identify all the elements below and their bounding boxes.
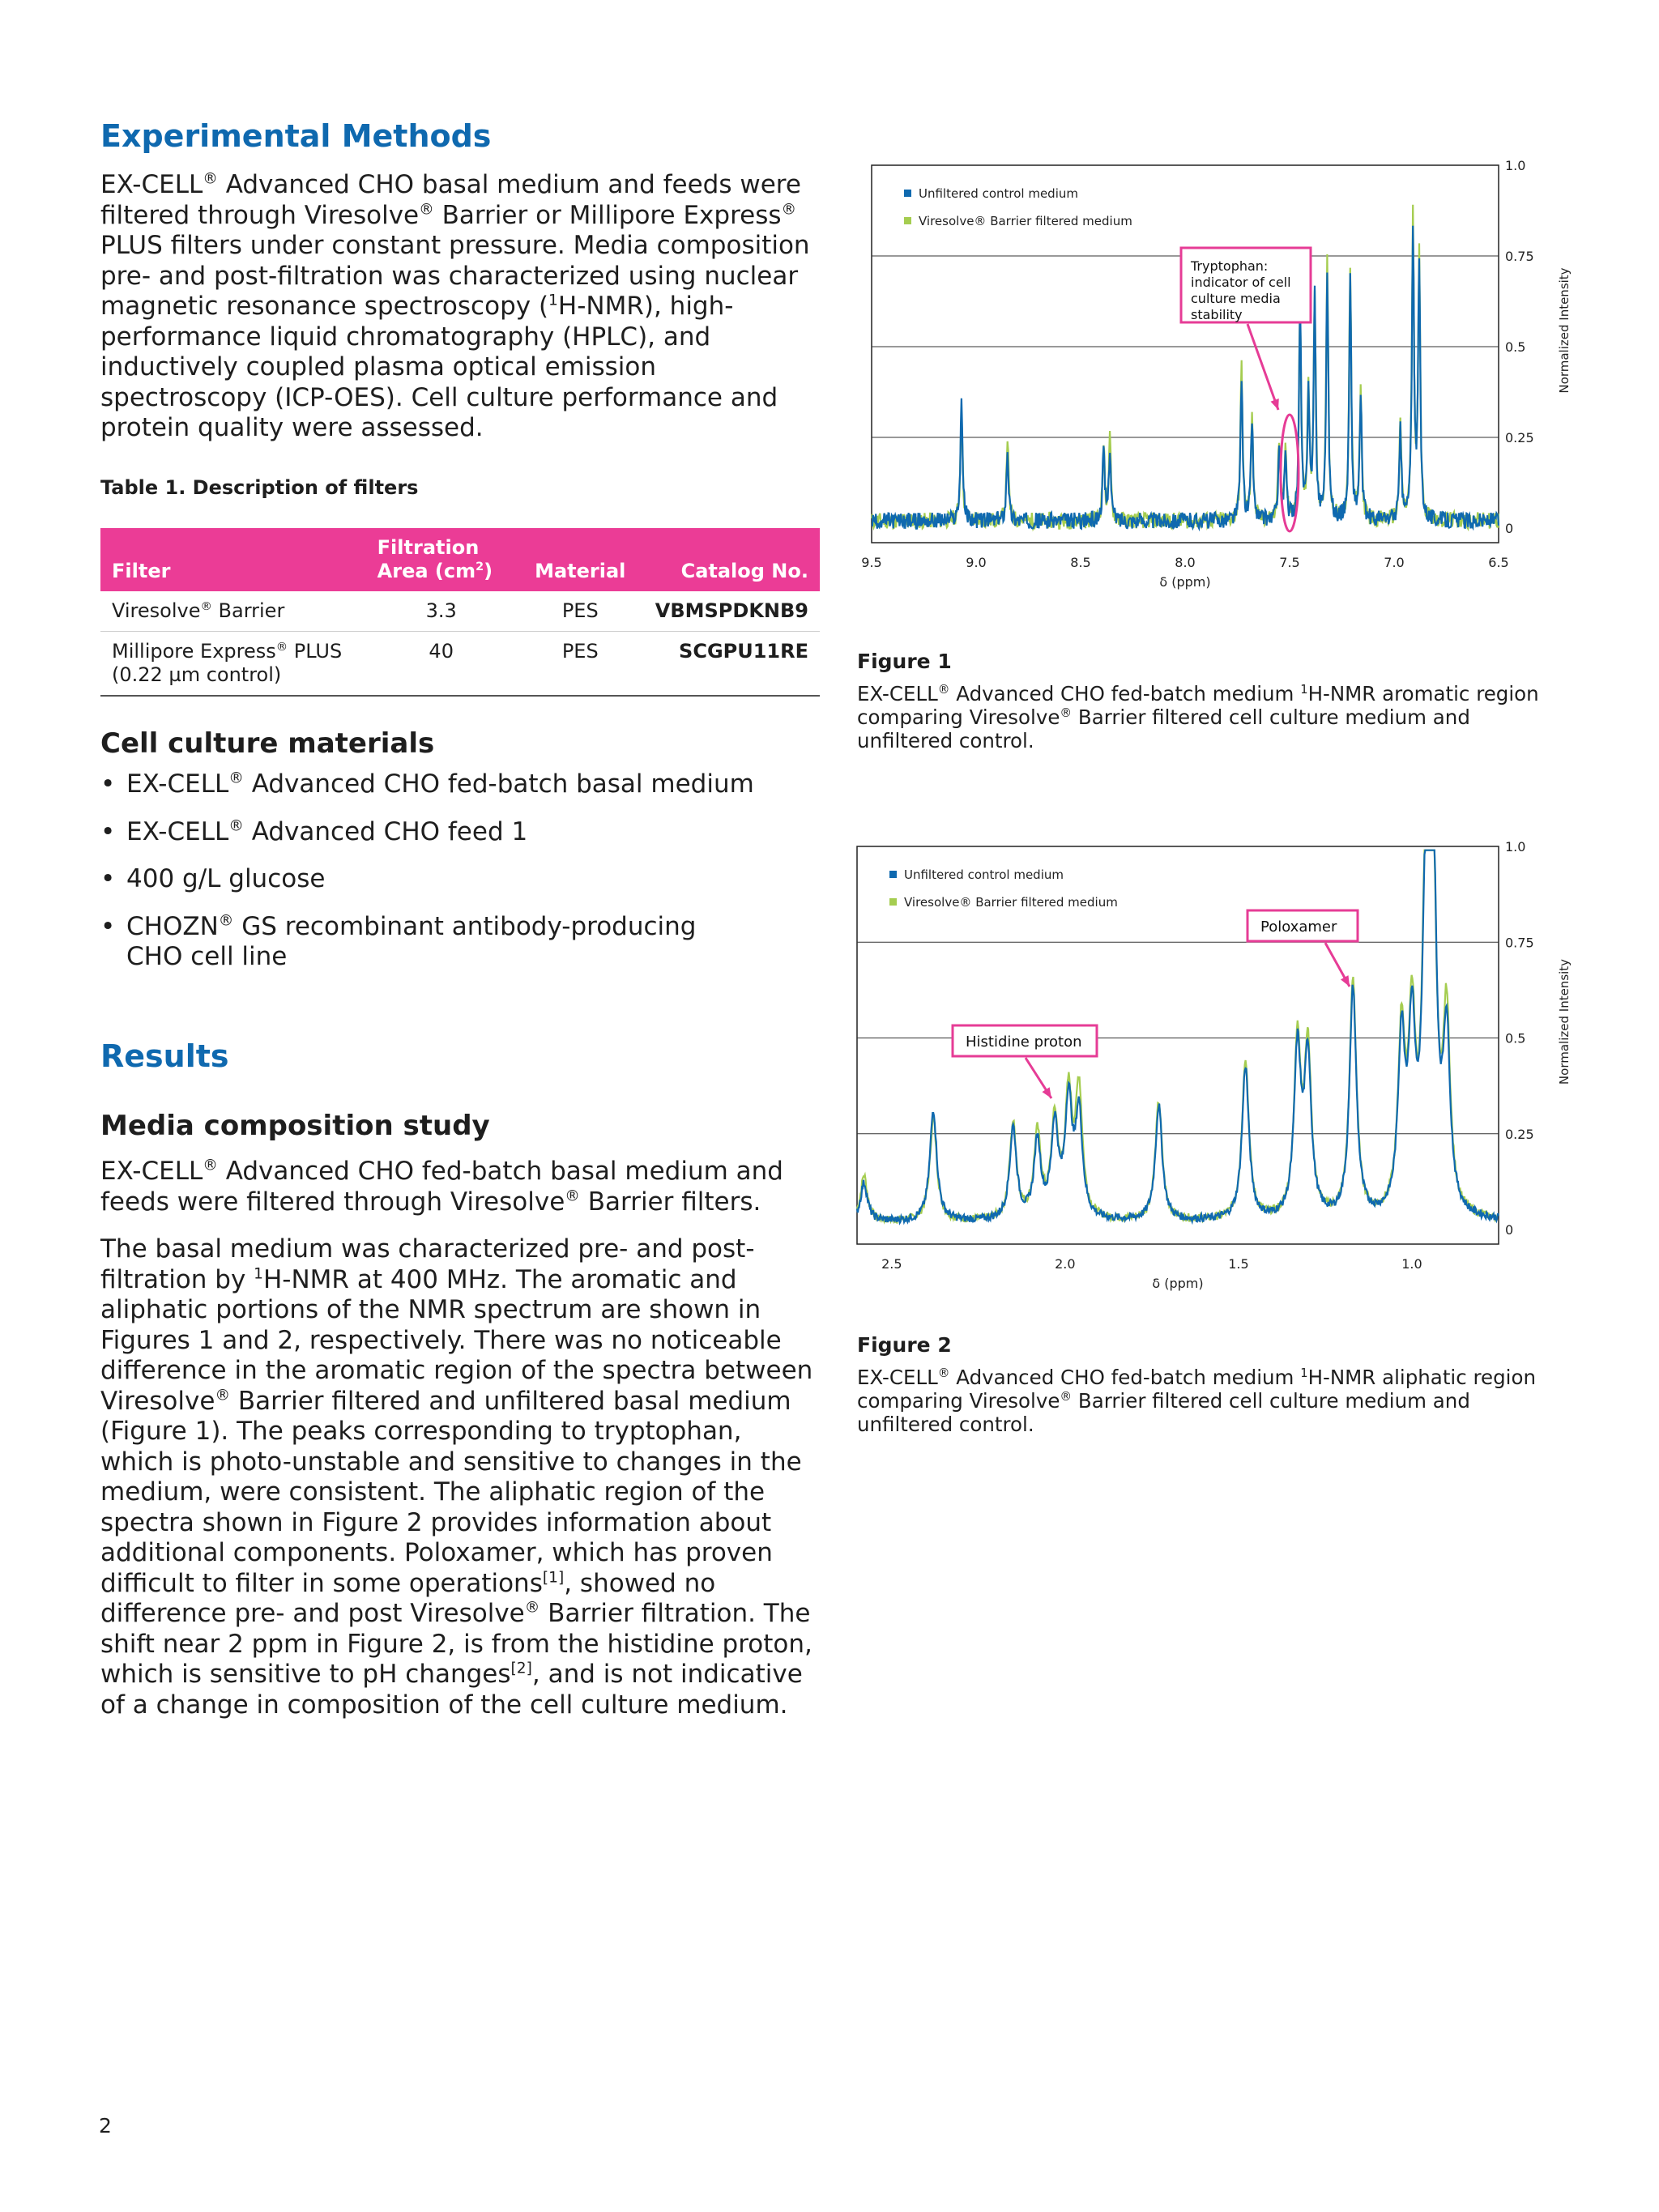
- cell-area: 3.3: [366, 591, 517, 632]
- figure-2-caption: EX-CELL® Advanced CHO fed-batch medium $^1$H-NMR aliphatic region comparing Viresolve® Barrier filtered cell culture medium and unfiltered control.: [857, 1366, 1536, 1436]
- figure-1-label: Figure 1: [857, 650, 952, 673]
- x-tick-label: 1.5: [1228, 1256, 1249, 1272]
- col-header-area-line2: Area $(cm^2)$: [377, 560, 493, 582]
- y-tick-label: 0: [1505, 1222, 1514, 1238]
- annotation-text: Histidine proton: [966, 1034, 1082, 1051]
- cell-catalog: SCGPU11RE: [644, 632, 820, 697]
- y-axis-label: Normalized Intensity: [1557, 267, 1572, 394]
- list-item-text: 400 g/L glucose: [126, 864, 326, 893]
- x-axis-label: δ (ppm): [1159, 574, 1211, 590]
- materials-list: [100, 769, 830, 990]
- y-tick-label: 1.0: [1505, 158, 1526, 173]
- y-tick-label: 0.75: [1505, 935, 1534, 951]
- figure-2-chart: [842, 834, 1604, 1312]
- experimental-methods-paragraph: EX-CELL® Advanced CHO basal medium and feeds were filtered through Viresolve® Barrier or Millipore Express® PLUS filters under constant pressure. Media composition pre- and post-filtration was characterized using nuclear magnetic resonance spectroscopy ($^1$H-NMR), high-performance liquid chromatography (HPLC), and inductively coupled plasma optical emission spectroscopy (ICP-OES). Cell culture performance and protein quality were assessed.: [100, 170, 810, 442]
- x-tick-label: 9.0: [966, 555, 987, 570]
- table-header-row: [100, 528, 820, 591]
- legend-label: Viresolve® Barrier filtered medium: [919, 214, 1132, 228]
- legend-swatch: [904, 217, 911, 224]
- x-tick-label: 7.5: [1279, 555, 1300, 570]
- cell-catalog: VBMSPDKNB9: [644, 591, 820, 632]
- cell-filter: Millipore Express® PLUS (0.22 µm control): [100, 632, 366, 697]
- page-number: 2: [99, 2114, 112, 2137]
- bullet-icon: •: [100, 911, 116, 941]
- x-tick-label: 9.5: [861, 555, 882, 570]
- annotation-text: culture media: [1191, 291, 1281, 306]
- legend-swatch: [889, 871, 897, 878]
- annotation-text: stability: [1191, 307, 1243, 322]
- list-item-text: CHOZN® GS recombinant antibody-producing CHO cell line: [126, 911, 697, 971]
- figure-2-label: Figure 2: [857, 1333, 952, 1357]
- figure-1-caption: EX-CELL® Advanced CHO fed-batch medium $^1$H-NMR aromatic region comparing Viresolve® Barrier filtered cell culture medium and unfiltered control.: [857, 682, 1539, 752]
- x-tick-label: 1.0: [1401, 1256, 1422, 1272]
- legend-label: Unfiltered control medium: [919, 186, 1078, 201]
- subheading-media-composition: Media composition study: [100, 1110, 490, 1142]
- cell-filter: Viresolve® Barrier: [100, 591, 366, 632]
- legend-swatch: [904, 190, 911, 197]
- list-item: [100, 912, 830, 973]
- list-item-text: EX-CELL® Advanced CHO feed 1: [126, 816, 528, 846]
- list-item: [100, 769, 830, 800]
- bullet-icon: •: [100, 864, 116, 893]
- legend-label: Viresolve® Barrier filtered medium: [904, 895, 1118, 910]
- x-tick-label: 2.0: [1055, 1256, 1076, 1272]
- section-heading-experimental-methods: Experimental Methods: [100, 118, 492, 154]
- cell-material: PES: [517, 632, 644, 697]
- col-header-filter: Filter: [100, 528, 366, 591]
- list-item: [100, 817, 830, 848]
- col-header-filtration-area: [366, 528, 517, 591]
- y-tick-label: 0.5: [1505, 339, 1526, 355]
- annotation-arrow-line: [1247, 324, 1278, 410]
- list-item: [100, 864, 830, 895]
- col-header-area-line1: Filtration: [377, 536, 480, 559]
- annotation-text: Tryptophan:: [1191, 258, 1269, 274]
- figure-1-chart: [842, 154, 1604, 624]
- x-tick-label: 2.5: [881, 1256, 902, 1272]
- x-tick-label: 7.0: [1384, 555, 1405, 570]
- table-row: [100, 591, 820, 632]
- col-header-material: Material: [517, 528, 644, 591]
- annotation-text: Poloxamer: [1260, 918, 1337, 936]
- bullet-icon: •: [100, 816, 116, 846]
- y-tick-label: 0: [1505, 521, 1514, 536]
- list-item-text: EX-CELL® Advanced CHO fed-batch basal medium: [126, 769, 754, 799]
- x-tick-label: 8.0: [1175, 555, 1196, 570]
- cell-area: 40: [366, 632, 517, 697]
- y-tick-label: 0.25: [1505, 430, 1534, 445]
- annotation-arrow-head: [1271, 399, 1279, 410]
- y-tick-label: 0.5: [1505, 1030, 1526, 1046]
- table-caption: Table 1. Description of filters: [100, 476, 419, 499]
- bullet-icon: •: [100, 769, 116, 799]
- col-header-catalog: Catalog No.: [644, 528, 820, 591]
- section-heading-results: Results: [100, 1038, 229, 1074]
- y-tick-label: 0.75: [1505, 249, 1534, 264]
- y-tick-label: 0.25: [1505, 1126, 1534, 1142]
- legend-swatch: [889, 898, 897, 906]
- x-axis-label: δ (ppm): [1152, 1276, 1204, 1291]
- y-tick-label: 1.0: [1505, 839, 1526, 855]
- x-tick-label: 8.5: [1070, 555, 1091, 570]
- filters-table: [100, 528, 820, 697]
- x-tick-label: 6.5: [1488, 555, 1509, 570]
- y-axis-label: Normalized Intensity: [1557, 958, 1572, 1085]
- annotation-text: indicator of cell: [1191, 275, 1291, 290]
- cell-material: PES: [517, 591, 644, 632]
- subheading-cell-culture-materials: Cell culture materials: [100, 727, 435, 760]
- legend-label: Unfiltered control medium: [904, 867, 1064, 882]
- table-row: [100, 632, 820, 697]
- results-paragraph-2: The basal medium was characterized pre- and post-filtration by $^1$H-NMR at 400 MHz. The aromatic and aliphatic portions of the NMR spectrum are shown in Figures 1 and 2, respectively. There was no noticeable difference in the aromatic region of the spectra between Viresolve® Barrier filtered and unfiltered basal medium (Figure 1). The peaks corresponding to tryptophan, which is photo-unstable and sensitive to changes in the medium, were consistent. The aliphatic region of the spectra shown in Figure 2 provides information about additional components. Poloxamer, which has proven difficult to filter in some operations[1], showed no difference pre- and post Viresolve® Barrier filtration. The shift near 2 ppm in Figure 2, is from the histidine proton, which is sensitive to pH changes[2], and is not indicative of a change in composition of the cell culture medium.: [100, 1234, 813, 1720]
- results-paragraph-1: EX-CELL® Advanced CHO fed-batch basal medium and feeds were filtered through Viresolve® Barrier filters.: [100, 1157, 783, 1217]
